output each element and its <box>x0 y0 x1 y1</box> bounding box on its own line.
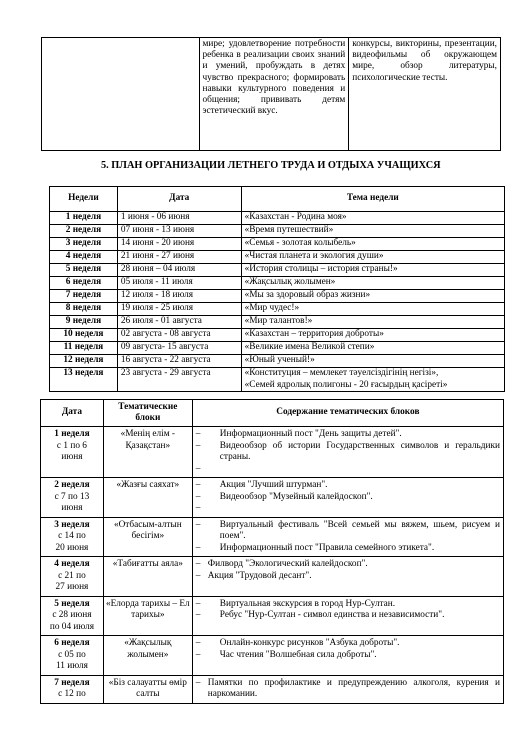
forms-cell: конкурсы, викторины, презентации, видеофильмы об окружающем мире, обзор литературы, психологические тесты. <box>349 38 501 151</box>
date-cell: 21 июня - 27 июня <box>117 251 241 264</box>
block-title-cell: «Жазғы саяхат» <box>103 478 192 518</box>
header-date: Дата <box>41 400 104 427</box>
theme-text: «История столицы – история страны!» <box>244 264 398 274</box>
date-cell: 02 августа - 08 августа <box>117 329 241 342</box>
week-cell: 6 неделя <box>50 277 118 290</box>
header-date: Дата <box>117 187 241 212</box>
content-item <box>196 638 500 650</box>
table-row <box>50 225 505 238</box>
theme-text: «Юный ученый!» <box>244 355 315 365</box>
theme-text: «Мир талантов!» <box>244 316 313 326</box>
date-cell: 12 июля - 18 июля <box>117 290 241 303</box>
content-item <box>196 520 500 543</box>
table-row <box>50 329 505 342</box>
dash-bullet: – <box>195 649 201 660</box>
block-content-cell <box>192 478 503 518</box>
content-item <box>196 599 500 611</box>
week-date-cell <box>41 427 104 478</box>
week-cell: 4 неделя <box>50 251 118 264</box>
dash-bullet: – <box>195 610 201 620</box>
content-text: Видеообзор "Музейный калейдоскоп". <box>219 491 373 502</box>
block-content-cell <box>192 517 503 557</box>
theme-text: «Мы за здоровый образ жизни» <box>244 290 371 300</box>
block-content-cell <box>192 427 503 478</box>
date-cell: 1 июня - 06 июня <box>117 212 241 225</box>
week-date-cell <box>41 517 104 557</box>
date-range-line: 27 июня <box>55 582 89 592</box>
theme-text: «Великие имена Великой степи» <box>244 342 375 352</box>
table-row <box>50 251 505 264</box>
table-row <box>41 557 504 597</box>
week-cell: 9 неделя <box>50 316 118 329</box>
section-heading: 5. ПЛАН ОРГАНИЗАЦИИ ЛЕТНЕГО ТРУДА И ОТДЫХА УЧАЩИХСЯ <box>101 160 441 171</box>
table-row <box>41 596 504 636</box>
content-item <box>196 610 500 622</box>
week-cell: 11 неделя <box>50 342 118 355</box>
date-cell: 09 августа- 15 августа <box>117 342 241 355</box>
dash-bullet: – <box>195 491 201 502</box>
header-theme: Тема недели <box>241 187 504 212</box>
table-row <box>50 277 505 290</box>
week-label: 6 неделя <box>54 638 90 648</box>
content-text: Виртуальная экскурсия в город Нур-Султан. <box>219 598 396 609</box>
content-item-empty <box>196 503 500 515</box>
week-date-cell <box>41 675 104 703</box>
week-label: 1 неделя <box>54 429 90 439</box>
theme-text: «Конституция – мемлекет тәуелсіздігінің негізі», <box>244 368 439 378</box>
theme-cell <box>241 225 504 238</box>
week-cell: 1 неделя <box>50 212 118 225</box>
content-text: Информационный пост "Правила семейного этикета". <box>219 542 435 553</box>
week-label: 5 неделя <box>54 598 90 609</box>
week-date-cell <box>41 557 104 597</box>
week-cell: 7 неделя <box>50 290 118 303</box>
table-row <box>50 355 505 368</box>
block-title-cell: «Елорда тарихы – Ел тарихы» <box>103 596 192 636</box>
table-row <box>41 517 504 557</box>
table-row <box>50 238 505 251</box>
week-label: 3 неделя <box>54 519 90 530</box>
content-text: Виртуальный фестиваль "Всей семьей мы вяжем, шьем, рисуем и поем". <box>219 519 500 541</box>
dash-bullet: – <box>195 429 201 439</box>
empty-cell <box>42 38 200 151</box>
blocks-table <box>40 399 504 704</box>
table-row <box>41 478 504 518</box>
theme-cell <box>241 342 504 355</box>
content-text: Акция "Трудовой десант". <box>207 570 312 581</box>
table-row <box>41 675 504 703</box>
date-cell: 07 июня - 13 июня <box>117 225 241 238</box>
content-item <box>196 429 500 441</box>
theme-text: «Семья - золотая колыбель» <box>244 238 356 248</box>
week-cell: 3 неделя <box>50 238 118 251</box>
date-cell: 05 июля - 11 июля <box>117 277 241 290</box>
date-cell: 19 июля - 25 июля <box>117 303 241 316</box>
header-blocks: Тематические блоки <box>103 400 192 427</box>
week-date-cell <box>41 478 104 518</box>
theme-cell <box>241 329 504 342</box>
theme-cell <box>241 251 504 264</box>
date-range-line: с 7 по 13 <box>54 491 90 502</box>
date-range-line: с 28 июня <box>52 610 92 620</box>
week-cell: 12 неделя <box>50 355 118 368</box>
table-row <box>50 316 505 329</box>
date-cell: 16 августа - 22 августа <box>117 355 241 368</box>
block-content-cell <box>192 557 503 597</box>
theme-cell <box>241 238 504 251</box>
content-text: Информационный пост "День защиты детей". <box>219 429 402 439</box>
week-label: 7 неделя <box>54 677 90 688</box>
theme-cell <box>241 277 504 290</box>
content-item <box>196 559 500 571</box>
week-cell: 13 неделя <box>50 368 118 392</box>
date-cell: 28 июня – 04 июля <box>117 264 241 277</box>
date-range-line: по 04 июля <box>49 621 95 632</box>
date-range-line: с 05 по <box>58 649 86 660</box>
theme-cell <box>241 290 504 303</box>
content-item <box>196 441 500 464</box>
goals-cell: мире; удовлетворение потребности ребенка в реализации своих знаний и умений, пробуждать в детях чувство прекрасного; формировать навыки культурного поведения и общения; прививать детям эстетический вкус. <box>199 38 349 151</box>
date-range-line: с 21 по <box>58 570 86 581</box>
dash-bullet: – <box>195 503 201 513</box>
header-content: Содержание тематических блоков <box>192 400 503 427</box>
dash-bullet: – <box>195 598 201 609</box>
theme-text: «Мир чудес!» <box>244 303 300 313</box>
dash-bullet: – <box>195 480 201 490</box>
dash-bullet: – <box>195 677 201 688</box>
dash-bullet: – <box>195 519 201 530</box>
content-text: Час чтения "Волшебная сила доброты". <box>219 649 377 660</box>
theme-text: «Казахстан - Родина моя» <box>244 212 347 222</box>
theme-cell <box>241 368 504 392</box>
block-content-cell <box>192 636 503 676</box>
dash-bullet: – <box>195 542 201 553</box>
block-title-cell: «Менің елім - Қазақстан» <box>103 427 192 478</box>
table-row <box>50 290 505 303</box>
block-title-cell: «Жақсылық жолымен» <box>103 636 192 676</box>
theme-text: «Казахстан – территория доброты» <box>244 329 384 339</box>
content-item <box>196 571 500 583</box>
content-item <box>196 678 500 701</box>
weeks-table <box>49 186 505 392</box>
dash-bullet: – <box>195 570 201 581</box>
content-text: Ребус "Нур-Султан - символ единства и независимости". <box>219 610 445 620</box>
continued-table <box>41 37 501 151</box>
block-content-cell <box>192 675 503 703</box>
date-range-line: с 14 по <box>58 531 86 541</box>
date-range-line: с 12 по <box>58 689 86 699</box>
table-row <box>50 212 505 225</box>
block-title-cell: «Отбасым-алтын бесігім» <box>103 517 192 557</box>
week-cell: 8 неделя <box>50 303 118 316</box>
content-text: Видеообзор об истории Государственных символов и геральдики страны. <box>219 440 500 462</box>
theme-text-second: «Семей ядролық полигоны - 20 ғасырдың қасіреті» <box>244 379 448 390</box>
theme-cell <box>241 264 504 277</box>
week-label: 2 неделя <box>54 480 90 490</box>
table-row <box>41 636 504 676</box>
block-title-cell: «Біз салауатты өмір салты <box>103 675 192 703</box>
table-row <box>50 264 505 277</box>
theme-cell <box>241 303 504 316</box>
content-text: Филворд "Экологический калейдоскоп". <box>207 559 368 569</box>
date-range-line: 11 июля <box>55 661 88 671</box>
table-row <box>50 368 505 392</box>
date-range-line: 20 июня <box>55 542 89 553</box>
date-range-line: июня <box>61 452 83 462</box>
theme-text: «Чистая планета и экология души» <box>244 251 384 261</box>
content-item <box>196 650 500 662</box>
table-row <box>50 342 505 355</box>
week-cell: 5 неделя <box>50 264 118 277</box>
content-item-empty <box>196 464 500 476</box>
theme-cell <box>241 355 504 368</box>
content-item <box>196 480 500 492</box>
date-cell: 23 августа - 29 августа <box>117 368 241 392</box>
theme-cell <box>241 212 504 225</box>
content-item <box>196 492 500 504</box>
content-text: Памятки по профилактике и предупреждению алкоголя, курения и наркомании. <box>207 677 500 699</box>
theme-cell <box>241 316 504 329</box>
week-date-cell <box>41 636 104 676</box>
theme-text: «Время путешествий» <box>244 225 334 235</box>
block-title-cell: «Табиғатты аяла» <box>103 557 192 597</box>
week-cell: 10 неделя <box>50 329 118 342</box>
content-text: Онлайн-конкурс рисунков "Азбука доброты". <box>219 638 400 648</box>
table-row <box>50 303 505 316</box>
date-range-line: июня <box>61 503 83 513</box>
table-row <box>41 427 504 478</box>
theme-text: «Жақсылық жолымен» <box>244 277 336 287</box>
week-date-cell <box>41 596 104 636</box>
date-cell: 26 июля - 01 августа <box>117 316 241 329</box>
week-cell: 2 неделя <box>50 225 118 238</box>
date-range-line: с 1 по 6 <box>56 440 87 451</box>
header-weeks: Недели <box>50 187 118 212</box>
dash-bullet: – <box>195 440 201 451</box>
content-text: Акция "Лучший штурман". <box>219 480 328 490</box>
dash-bullet: – <box>195 463 201 474</box>
block-content-cell <box>192 596 503 636</box>
week-label: 4 неделя <box>54 559 90 569</box>
dash-bullet: – <box>195 559 201 569</box>
date-cell: 14 июня - 20 июня <box>117 238 241 251</box>
dash-bullet: – <box>195 638 201 648</box>
content-item <box>196 543 500 555</box>
